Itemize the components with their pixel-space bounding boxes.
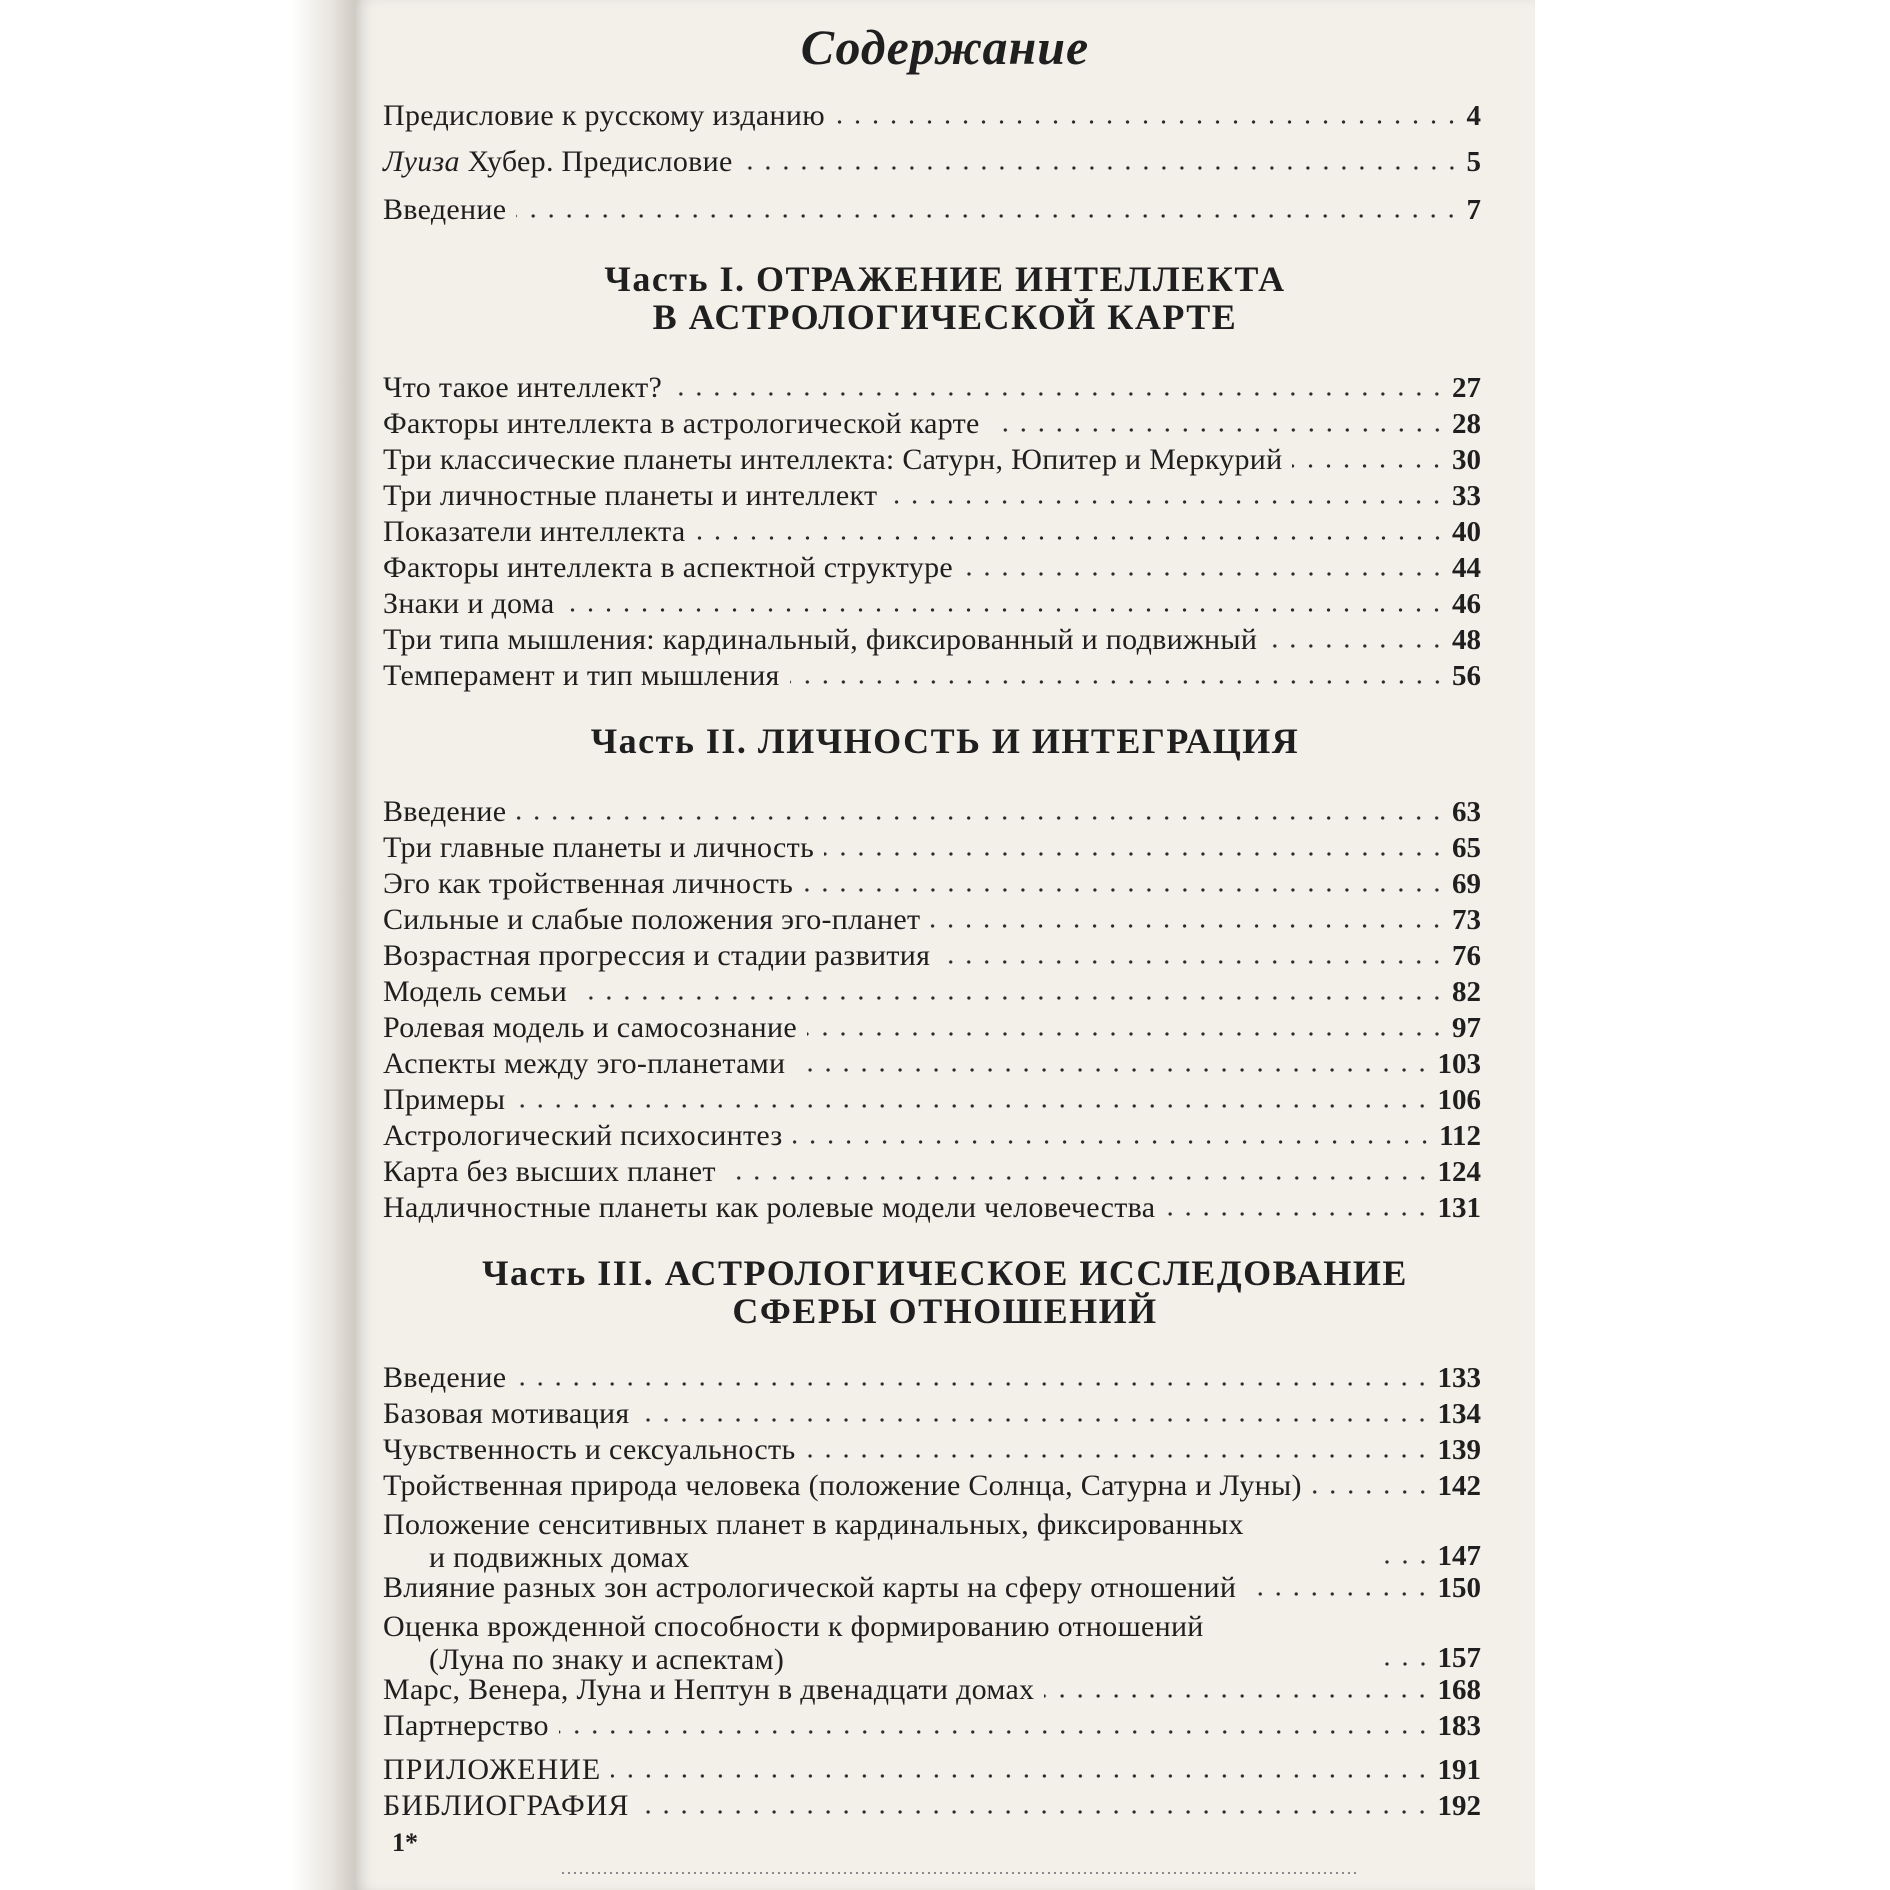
toc-entry[interactable] <box>383 1468 1481 1504</box>
toc-entry-label: Три типа мышления: кардинальный, фиксированный и подвижный <box>383 623 1258 656</box>
part-1-heading: Часть I. ОТРАЖЕНИЕ ИНТЕЛЛЕКТА В АСТРОЛОГИЧЕСКОЙ КАРТЕ <box>604 259 1286 337</box>
dot-leader <box>1292 464 1446 468</box>
dot-leader <box>790 680 1446 684</box>
dot-leader <box>559 1730 1432 1734</box>
dot-leader <box>1312 1490 1432 1494</box>
toc-entry-label: Три личностные планеты и интеллект <box>383 479 878 512</box>
dot-leader <box>696 536 1446 540</box>
toc-entry-label: Влияние разных зон астрологической карты на сферу отношений <box>383 1571 1237 1604</box>
toc-page-number: 191 <box>1437 1754 1481 1786</box>
toc-entry[interactable] <box>383 1046 1481 1082</box>
dot-leader <box>1372 1560 1432 1564</box>
toc-entry[interactable] <box>383 1672 1481 1708</box>
toc-entry[interactable] <box>383 1082 1481 1118</box>
toc-entry[interactable] <box>383 1504 1481 1574</box>
toc-entry-label: Знаки и дома <box>383 587 555 620</box>
toc-page-number: 150 <box>1437 1572 1481 1604</box>
book-gutter <box>0 0 355 1890</box>
toc-entry-label: Примеры <box>383 1083 506 1116</box>
toc-page-number: 73 <box>1452 904 1481 936</box>
toc-entry-label: Факторы интеллекта в аспектной структуре <box>383 551 954 584</box>
toc-entry[interactable] <box>383 442 1481 478</box>
toc-page-number: 124 <box>1437 1156 1481 1188</box>
dot-leader <box>611 1774 1431 1778</box>
toc-entry[interactable] <box>383 1190 1481 1226</box>
toc-entry[interactable] <box>383 1432 1481 1468</box>
dot-leader <box>795 1068 1431 1072</box>
dot-leader <box>1044 1694 1431 1698</box>
toc-page-number: 7 <box>1466 194 1481 226</box>
dot-leader <box>824 852 1446 856</box>
toc-page-number: 133 <box>1437 1362 1481 1394</box>
dot-leader <box>515 1104 1431 1108</box>
toc-page-number: 46 <box>1452 588 1481 620</box>
toc-page-number: 168 <box>1437 1674 1481 1706</box>
toc-page-number: 28 <box>1452 408 1481 440</box>
toc-page-number: 97 <box>1452 1012 1481 1044</box>
toc-entry[interactable] <box>383 192 1481 228</box>
toc-page-number: 76 <box>1452 940 1481 972</box>
toc-page-number: 65 <box>1452 832 1481 864</box>
toc-page-number: 192 <box>1437 1790 1481 1822</box>
toc-entry[interactable] <box>383 406 1481 442</box>
dot-leader <box>672 392 1446 396</box>
toc-entry-label: Партнерство <box>383 1709 549 1742</box>
dot-leader <box>639 1418 1431 1422</box>
toc-entry[interactable] <box>383 1118 1481 1154</box>
dot-leader <box>807 1032 1446 1036</box>
toc-entry[interactable] <box>383 658 1481 694</box>
toc-page-number: 157 <box>1437 1642 1481 1674</box>
dot-leader <box>930 924 1446 928</box>
toc-entry[interactable] <box>383 1396 1481 1432</box>
toc-entry-label: БИБЛИОГРАФИЯ <box>383 1789 630 1822</box>
toc-page-number: 106 <box>1437 1084 1481 1116</box>
toc-entry-label: Введение <box>383 193 507 226</box>
dot-leader <box>803 888 1446 892</box>
toc-page-number: 30 <box>1452 444 1481 476</box>
contents-title: Содержание <box>800 19 1090 75</box>
dot-leader <box>516 816 1446 820</box>
toc-page-number: 82 <box>1452 976 1481 1008</box>
dot-leader <box>1165 1212 1431 1216</box>
dot-leader <box>564 608 1446 612</box>
signature-mark: 1* <box>392 1828 418 1857</box>
dot-leader <box>726 1176 1432 1180</box>
toc-entry-label: Луиза Хубер. Предисловие <box>383 145 733 178</box>
toc-entry-label: Положение сенситивных планет в кардинальных, фиксированных и подвижных домах <box>383 1508 1244 1574</box>
toc-entry-label: Сильные и слабые положения эго-планет <box>383 903 921 936</box>
toc-page-number: 183 <box>1437 1710 1481 1742</box>
toc-entry-appendix[interactable] <box>383 1752 1481 1788</box>
toc-entry-label: Марс, Венера, Луна и Нептун в двенадцати домах <box>383 1673 1035 1706</box>
toc-entry[interactable] <box>383 1606 1481 1676</box>
toc-entry[interactable] <box>383 866 1481 902</box>
toc-entry[interactable] <box>383 938 1481 974</box>
toc-entry-label: Эго как тройственная личность <box>383 867 794 900</box>
toc-entry[interactable] <box>383 1360 1481 1396</box>
toc-page-number: 69 <box>1452 868 1481 900</box>
dot-leader <box>805 1454 1431 1458</box>
toc-entry[interactable] <box>383 1708 1481 1744</box>
dot-leader <box>887 500 1446 504</box>
toc-entry-label: Аспекты между эго-планетами <box>383 1047 786 1080</box>
toc-entry[interactable] <box>383 1154 1481 1190</box>
toc-entry[interactable] <box>383 98 1481 134</box>
toc-page-number: 103 <box>1437 1048 1481 1080</box>
dot-leader <box>990 428 1446 432</box>
toc-page-number: 5 <box>1466 146 1481 178</box>
toc-entry[interactable] <box>383 1570 1481 1606</box>
part-2-heading: Часть II. ЛИЧНОСТЬ И ИНТЕГРАЦИЯ <box>590 721 1300 761</box>
toc-entry-label: Три главные планеты и личность <box>383 831 815 864</box>
toc-page-number: 40 <box>1452 516 1481 548</box>
dot-leader <box>963 572 1446 576</box>
toc-entry-label: Факторы интеллекта в астрологической карте <box>383 407 980 440</box>
part-3-heading: Часть III. АСТРОЛОГИЧЕСКОЕ ИССЛЕДОВАНИЕ СФЕРЫ ОТНОШЕНИЙ <box>482 1253 1408 1331</box>
bottom-rule <box>560 1872 1360 1874</box>
toc-entry-label: Карта без высших планет <box>383 1155 716 1188</box>
toc-entry-label: Возрастная прогрессия и стадии развития <box>383 939 931 972</box>
toc-entry[interactable] <box>383 974 1481 1010</box>
toc-entry-label: Надличностные планеты как ролевые модели человечества <box>383 1191 1156 1224</box>
toc-entry-label: Введение <box>383 1361 507 1394</box>
dot-leader <box>1267 644 1446 648</box>
toc-entry-label: Ролевая модель и самосознание <box>383 1011 798 1044</box>
toc-entry-label: Чувственность и сексуальность <box>383 1433 796 1466</box>
toc-entry-label: Темперамент и тип мышления <box>383 659 780 692</box>
dot-leader <box>516 1382 1431 1386</box>
toc-page-number: 56 <box>1452 660 1481 692</box>
toc-entry[interactable] <box>383 586 1481 622</box>
dot-leader <box>516 214 1460 218</box>
toc-entry[interactable] <box>383 478 1481 514</box>
dot-leader <box>639 1810 1431 1814</box>
toc-entry-label: ПРИЛОЖЕНИЕ <box>383 1753 602 1786</box>
dot-leader <box>1372 1662 1432 1666</box>
toc-page-number: 131 <box>1437 1192 1481 1224</box>
toc-page-number: 33 <box>1452 480 1481 512</box>
toc-entry-label: Модель семьи <box>383 975 568 1008</box>
toc-entry-label: Введение <box>383 795 507 828</box>
toc-entry-bibliography[interactable] <box>383 1788 1481 1824</box>
right-margin <box>1535 0 1890 1890</box>
toc-entry[interactable] <box>383 514 1481 550</box>
toc-page-number: 112 <box>1439 1120 1481 1152</box>
toc-entry-label: Что такое интеллект? <box>383 371 663 404</box>
toc-entry[interactable] <box>383 902 1481 938</box>
toc-entry-label: Три классические планеты интеллекта: Сатурн, Юпитер и Меркурий <box>383 443 1283 476</box>
toc-page-number: 142 <box>1437 1470 1481 1502</box>
toc-entry-label: Оценка врожденной способности к формированию отношений (Луна по знаку и аспектам) <box>383 1610 1204 1676</box>
dot-leader <box>835 120 1461 124</box>
toc-page-number: 63 <box>1452 796 1481 828</box>
dot-leader <box>743 166 1461 170</box>
toc-page-number: 48 <box>1452 624 1481 656</box>
toc-entry[interactable] <box>383 144 1481 180</box>
toc-page-number: 44 <box>1452 552 1481 584</box>
dot-leader <box>577 996 1446 1000</box>
toc-entry[interactable] <box>383 370 1481 406</box>
toc-page-number: 27 <box>1452 372 1481 404</box>
toc-entry[interactable] <box>383 1010 1481 1046</box>
toc-entry-label: Тройственная природа человека (положение Солнца, Сатурна и Луны) <box>383 1469 1302 1502</box>
dot-leader <box>940 960 1446 964</box>
toc-entry[interactable] <box>383 550 1481 586</box>
toc-page-number: 134 <box>1437 1398 1481 1430</box>
toc-entry[interactable] <box>383 830 1481 866</box>
toc-page-number: 147 <box>1437 1540 1481 1572</box>
toc-entry[interactable] <box>383 794 1481 830</box>
toc-entry-label: Показатели интеллекта <box>383 515 686 548</box>
dot-leader <box>793 1140 1434 1144</box>
dot-leader <box>1246 1592 1431 1596</box>
author-first-name: Луиза <box>383 145 460 178</box>
toc-entry-label: Предисловие к русскому изданию <box>383 99 825 132</box>
toc-entry-label: Астрологический психосинтез <box>383 1119 783 1152</box>
toc-page-number: 4 <box>1466 100 1481 132</box>
toc-entry-label: Базовая мотивация <box>383 1397 630 1430</box>
toc-page-number: 139 <box>1437 1434 1481 1466</box>
toc-entry[interactable] <box>383 622 1481 658</box>
